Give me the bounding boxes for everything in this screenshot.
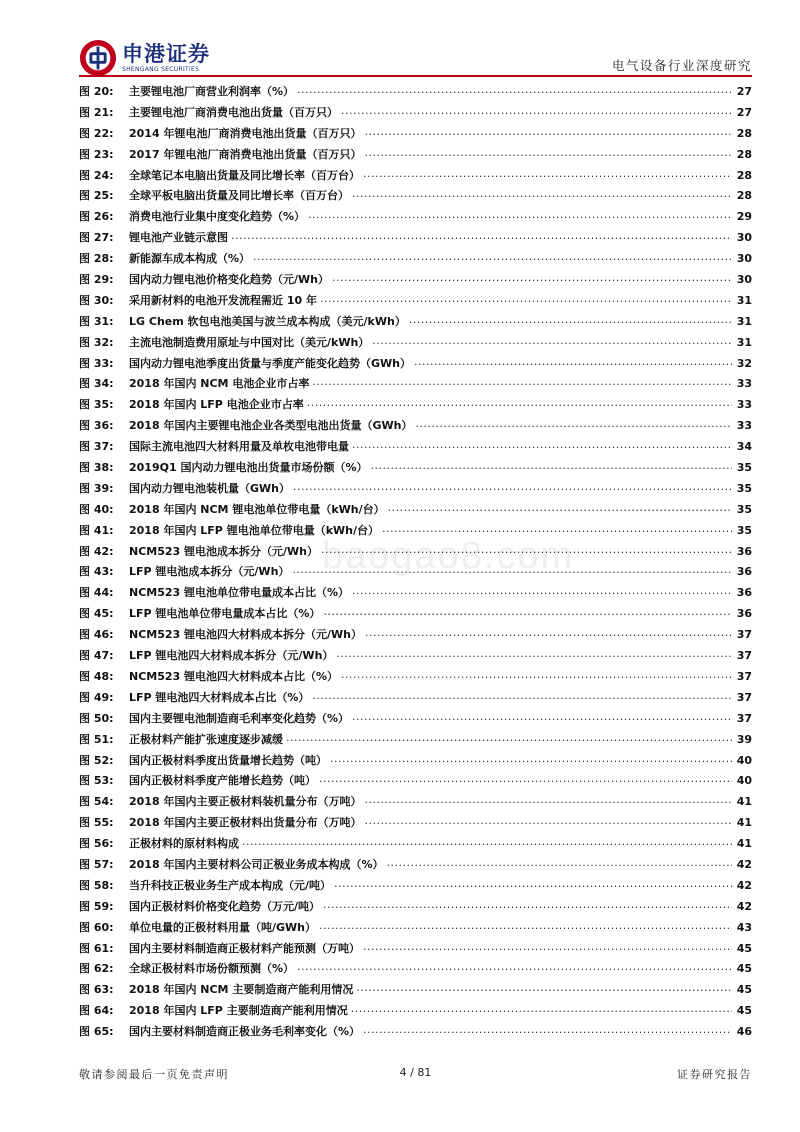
toc-entry-title: NCM523 锂电池成本拆分（元/Wh） [129,544,318,558]
toc-entry[interactable] [79,479,752,500]
toc-entry-title: 当升科技正极业务生产成本构成（元/吨） [129,878,332,892]
toc-leader-dots [364,125,732,139]
toc-entry[interactable] [79,186,752,207]
toc-entry[interactable] [79,416,752,437]
toc-entry-number: 图 46: [79,628,114,642]
toc-leader-dots [293,480,732,494]
toc-entry-title: 2018 年国内 NCM 电池企业市占率 [129,377,310,391]
toc-entry-title: 2017 年锂电池厂商消费电池出货量（百万只） [129,147,362,161]
toc-entry[interactable] [79,103,752,124]
toc-entry-page: 33 [736,419,752,433]
toc-entry-number: 图 50: [79,711,114,725]
toc-entry-number: 图 35: [79,398,114,412]
toc-entry[interactable] [79,145,752,166]
toc-leader-dots [352,584,732,598]
toc-entry-page: 30 [736,252,752,266]
toc-entry-number: 图 62: [79,962,114,976]
toc-entry-title: 国内正极材料季度产能增长趋势（吨） [129,774,316,788]
toc-leader-dots [341,104,732,118]
toc-entry-number: 图 27: [79,231,114,245]
toc-entry-number: 图 56: [79,837,114,851]
toc-entry-page: 37 [736,669,752,683]
toc-entry-number: 图 45: [79,607,114,621]
toc-entry-number: 图 63: [79,983,114,997]
toc-entry[interactable] [79,354,752,375]
toc-entry-title: LFP 锂电池成本拆分（元/Wh） [129,565,290,579]
toc-entry-title: NCM523 锂电池单位带电量成本占比（%） [129,586,350,600]
toc-entry-page: 45 [736,983,752,997]
toc-entry-title: 2018 年国内主要锂电池企业各类型电池出货量（GWh） [129,419,413,433]
toc-entry-page: 36 [736,544,752,558]
toc-entry-page: 41 [736,795,752,809]
toc-entry-number: 图 21: [79,105,114,119]
toc-entry-title: 国内正极材料季度出货量增长趋势（吨） [129,753,327,767]
toc-entry-page: 41 [736,816,752,830]
toc-entry-page: 42 [736,899,752,913]
toc-entry-number: 图 49: [79,690,114,704]
toc-leader-dots [415,417,732,431]
toc-entry-title: 单位电量的正极材料用量（吨/GWh） [129,920,317,934]
toc-entry-number: 图 53: [79,774,114,788]
toc-entry-number: 图 55: [79,816,114,830]
company-logo [79,39,210,77]
toc-entry-title: 主流电池制造费用原址与中国对比（美元/kWh） [129,335,370,349]
toc-entry[interactable] [79,980,752,1001]
toc-entry-title: 国际主流电池四大材料用量及单枚电池带电量 [129,440,349,454]
toc-entry[interactable] [79,730,752,751]
toc-leader-dots [364,814,732,828]
toc-entry[interactable] [79,1001,752,1022]
toc-entry[interactable] [79,897,752,918]
toc-entry-title: 2018 年国内 LFP 主要制造商产能利用情况 [129,1004,348,1018]
toc-entry-title: 全球平板电脑出货量及同比增长率（百万台） [129,189,349,203]
toc-leader-dots [319,919,732,933]
toc-entry[interactable] [79,959,752,980]
toc-entry-number: 图 61: [79,941,114,955]
toc-entry-number: 图 48: [79,669,114,683]
toc-entry-title: NCM523 锂电池四大材料成本占比（%） [129,669,339,683]
toc-entry-page: 31 [736,314,752,328]
toc-leader-dots [351,1002,732,1016]
toc-leader-dots [365,626,732,640]
toc-entry-title: 全球正极材料市场份额预测（%） [129,962,295,976]
toc-entry[interactable] [79,374,752,395]
toc-entry-title: 主要锂电池厂商消费电池出货量（百万只） [129,105,338,119]
toc-entry-number: 图 40: [79,502,114,516]
toc-entry-number: 图 39: [79,481,114,495]
toc-entry-page: 46 [736,1025,752,1039]
toc-leader-dots [363,940,732,954]
toc-entry[interactable] [79,82,752,103]
toc-entry-page: 35 [736,481,752,495]
toc-leader-dots [364,146,732,160]
logo-chinese-name: 申港证券 [122,41,210,66]
toc-entry-title: 2018 年国内 LFP 电池企业市占率 [129,398,304,412]
toc-entry-number: 图 64: [79,1004,114,1018]
toc-entry-page: 28 [736,168,752,182]
toc-entry-number: 图 57: [79,857,114,871]
toc-entry-number: 图 43: [79,565,114,579]
toc-entry[interactable] [79,521,752,542]
toc-entry-title: NCM523 锂电池四大材料成本拆分（元/Wh） [129,628,362,642]
toc-entry-title: 2018 年国内 LFP 锂电池单位带电量（kWh/台） [129,523,379,537]
toc-entry-page: 31 [736,335,752,349]
toc-entry-title: 国内主要锂电池制造商毛利率变化趋势（%） [129,711,350,725]
toc-entry-number: 图 20: [79,85,114,98]
toc-entry-number: 图 28: [79,252,114,266]
toc-entry-number: 图 23: [79,147,114,161]
toc-entry[interactable] [79,834,752,855]
toc-entry[interactable] [79,270,752,291]
toc-leader-dots [364,793,732,807]
toc-entry-number: 图 60: [79,920,114,934]
toc-entry-number: 图 29: [79,273,114,287]
toc-entry-number: 图 36: [79,419,114,433]
toc-entry-number: 图 51: [79,732,114,746]
toc-entry-page: 37 [736,690,752,704]
toc-entry[interactable] [79,918,752,939]
toc-entry-number: 图 47: [79,649,114,663]
page-number: 4 / 81 [399,1066,432,1079]
toc-leader-dots [321,543,732,557]
toc-entry[interactable] [79,625,752,646]
toc-leader-dots [409,313,732,327]
toc-leader-dots [372,334,732,348]
toc-entry[interactable] [79,562,752,583]
toc-entry-title: LFP 锂电池四大材料成本拆分（元/Wh） [129,649,334,663]
toc-leader-dots [297,83,732,97]
toc-entry-page: 28 [736,147,752,161]
toc-entry[interactable] [79,876,752,897]
toc-entry[interactable] [79,792,752,813]
toc-leader-dots [370,459,732,473]
toc-entry-number: 图 34: [79,377,114,391]
toc-leader-dots [297,960,732,974]
toc-leader-dots [319,772,732,786]
toc-entry-title: 2019Q1 国内动力锂电池出货量市场份额（%） [129,461,368,475]
toc-entry-page: 35 [736,523,752,537]
toc-entry-title: 国内正极材料价格变化趋势（万元/吨） [129,899,321,913]
toc-entry-title: 国内主要材料制造商正极材料产能预测（万吨） [129,941,360,955]
toc-entry-number: 图 22: [79,126,114,140]
toc-leader-dots [320,292,732,306]
toc-leader-dots [341,668,732,682]
toc-entry-page: 43 [736,920,752,934]
toc-entry-page: 37 [736,711,752,725]
toc-entry-title: 2018 年国内主要正极材料装机量分布（万吨） [129,795,362,809]
toc-leader-dots [330,752,732,766]
toc-entry-number: 图 41: [79,523,114,537]
toc-entry-number: 图 30: [79,293,114,307]
toc-entry[interactable] [79,395,752,416]
toc-entry-title: 2018 年国内 NCM 主要制造商产能利用情况 [129,983,354,997]
toc-entry-page: 45 [736,941,752,955]
toc-entry[interactable] [79,458,752,479]
toc-entry[interactable] [79,688,752,709]
report-category: 电气设备行业深度研究 [611,58,752,73]
toc-entry-page: 33 [736,377,752,391]
toc-entry-page: 34 [736,440,752,454]
toc-entry-title: 国内动力锂电池装机量（GWh） [129,481,290,495]
toc-entry-title: 2018 年国内主要正极材料出货量分布（万吨） [129,816,362,830]
toc-entry[interactable] [79,771,752,792]
toc-leader-dots [336,647,732,661]
toc-entry[interactable] [79,813,752,834]
toc-entry-number: 图 31: [79,314,114,328]
toc-entry-number: 图 58: [79,878,114,892]
toc-leader-dots [382,522,732,536]
toc-entry-title: 主要锂电池厂商营业利润率（%） [129,85,295,98]
toc-leader-dots [334,877,732,891]
toc-entry-number: 图 26: [79,210,114,224]
shengang-logo-icon [79,39,117,77]
toc-leader-dots [323,898,732,912]
toc-entry-title: LFP 锂电池四大材料成本占比（%） [129,690,310,704]
toc-entry[interactable] [79,228,752,249]
toc-leader-dots [388,501,732,515]
toc-entry-page: 40 [736,774,752,788]
toc-leader-dots [332,271,732,285]
toc-entry-title: 国内动力锂电池季度出货量与季度产能变化趋势（GWh） [129,356,411,370]
toc-entry-title: 新能源车成本构成（%） [129,252,251,266]
toc-entry-number: 图 59: [79,899,114,913]
toc-entry-title: 国内主要材料制造商正极业务毛利率变化（%） [129,1025,361,1039]
toc-entry-number: 图 65: [79,1025,114,1039]
toc-leader-dots [253,250,732,264]
toc-entry-page: 35 [736,461,752,475]
toc-leader-dots [352,187,732,201]
toc-entry-page: 29 [736,210,752,224]
toc-entry-page: 42 [736,878,752,892]
toc-entry-page: 33 [736,398,752,412]
toc-entry-number: 图 37: [79,440,114,454]
toc-entry-page: 36 [736,565,752,579]
toc-entry-page: 45 [736,962,752,976]
toc-leader-dots [323,605,732,619]
toc-entry-page: 35 [736,502,752,516]
toc-entry-title: 锂电池产业链示意图 [129,231,228,245]
toc-entry-title: 采用新材料的电池开发流程需近 10 年 [129,293,317,307]
toc-entry-page: 37 [736,628,752,642]
toc-entry-title: 全球笔记本电脑出货量及同比增长率（百万台） [129,168,360,182]
toc-leader-dots [231,229,732,243]
toc-entry-title: 正极材料产能扩张速度逐步减缓 [129,732,283,746]
toc-entry-title: 2014 年锂电池厂商消费电池出货量（百万只） [129,126,362,140]
toc-entry-number: 图 24: [79,168,114,182]
toc-entry-page: 30 [736,231,752,245]
toc-entry-number: 图 44: [79,586,114,600]
toc-entry-page: 28 [736,189,752,203]
toc-entry[interactable] [79,207,752,228]
watermark: baogao8.com [322,535,575,577]
toc-entry[interactable] [79,124,752,145]
header-divider [79,75,752,77]
toc-entry[interactable] [79,939,752,960]
toc-entry-number: 图 42: [79,544,114,558]
footer-disclaimer: 敬请参阅最后一页免责声明 [79,1068,229,1081]
toc-entry[interactable] [79,751,752,772]
toc-entry-page: 32 [736,356,752,370]
figure-index-list [79,82,752,1043]
toc-entry[interactable] [79,437,752,458]
toc-entry-page: 40 [736,753,752,767]
toc-entry-number: 图 38: [79,461,114,475]
toc-leader-dots [414,355,732,369]
page-header [0,0,800,80]
toc-entry-number: 图 33: [79,356,114,370]
toc-entry-title: 2018 年国内主要材料公司正极业务成本构成（%） [129,857,384,871]
toc-entry-page: 27 [736,85,752,98]
toc-entry-number: 图 32: [79,335,114,349]
toc-entry-page: 37 [736,649,752,663]
toc-entry-number: 图 54: [79,795,114,809]
toc-entry[interactable] [79,855,752,876]
toc-entry-page: 45 [736,1004,752,1018]
toc-entry-page: 31 [736,293,752,307]
toc-leader-dots [308,208,732,222]
toc-entry-number: 图 25: [79,189,114,203]
toc-entry[interactable] [79,583,752,604]
toc-entry[interactable] [79,166,752,187]
footer-report-type: 证券研究报告 [677,1068,752,1081]
toc-entry[interactable] [79,249,752,270]
toc-leader-dots [242,835,732,849]
toc-entry-title: LFP 锂电池单位带电量成本占比（%） [129,607,321,621]
toc-leader-dots [307,396,732,410]
toc-leader-dots [286,731,732,745]
toc-entry[interactable] [79,604,752,625]
toc-entry-title: 国内动力锂电池价格变化趋势（元/Wh） [129,273,329,287]
toc-leader-dots [386,856,732,870]
toc-entry-title: LG Chem 软包电池美国与波兰成本构成（美元/kWh） [129,314,406,328]
toc-entry-title: 消费电池行业集中度变化趋势（%） [129,210,306,224]
toc-entry-page: 28 [736,126,752,140]
toc-entry[interactable] [79,500,752,521]
toc-entry-number: 图 52: [79,753,114,767]
toc-leader-dots [363,167,732,181]
toc-entry[interactable] [79,542,752,563]
toc-leader-dots [356,981,732,995]
toc-leader-dots [292,563,732,577]
toc-leader-dots [352,710,732,724]
toc-leader-dots [312,375,732,389]
toc-leader-dots [352,438,732,452]
toc-entry-title: 正极材料的原材料构成 [129,837,239,851]
toc-entry[interactable] [79,333,752,354]
toc-entry-page: 39 [736,732,752,746]
toc-entry-page: 36 [736,586,752,600]
toc-entry-title: 2018 年国内 NCM 锂电池单位带电量（kWh/台） [129,502,385,516]
toc-leader-dots [312,689,732,703]
toc-entry-page: 30 [736,273,752,287]
toc-entry[interactable] [79,646,752,667]
toc-entry-page: 27 [736,105,752,119]
toc-entry[interactable] [79,1022,752,1043]
toc-entry[interactable] [79,312,752,333]
toc-entry[interactable] [79,291,752,312]
toc-entry-page: 36 [736,607,752,621]
toc-entry-page: 41 [736,837,752,851]
logo-english-name: SHENGANG SECURITIES [122,65,200,73]
toc-entry-page: 42 [736,857,752,871]
toc-entry[interactable] [79,667,752,688]
toc-leader-dots [363,1023,732,1037]
toc-entry[interactable] [79,709,752,730]
